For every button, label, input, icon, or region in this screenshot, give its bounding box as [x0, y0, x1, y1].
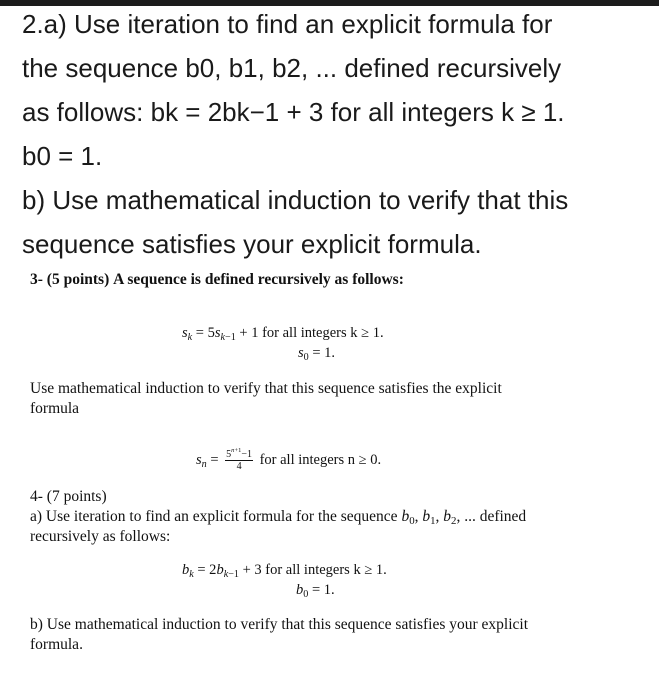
problem3-fraction-denominator: 4	[236, 461, 242, 472]
prompt-line-4: b0 = 1.	[22, 141, 103, 171]
problem3-initial-value: = 1.	[312, 345, 336, 361]
problem4-header: 4- (7 points)	[30, 488, 107, 505]
problem3-formula-cond: n ≥ 0.	[347, 451, 382, 468]
problem4-b-line-1: b) Use mathematical induction to verify that this sequence satisfies your explicit	[30, 616, 529, 633]
problem3-initial: $s_0 = 1$.	[298, 345, 336, 363]
problem3-header	[30, 271, 404, 289]
problem4-recurrence-cond: k ≥ 1.	[353, 562, 387, 578]
problem3-fraction	[225, 449, 253, 472]
problem4-initial: $b_0 = 1$.	[296, 582, 335, 600]
prompt-line-1: 2.a) Use iteration to find an explicit formula for	[22, 9, 553, 39]
problem4-initial-value: = 1.	[311, 582, 335, 598]
problem3-number: 3-	[30, 271, 43, 288]
problem4-a-line-1: a) Use iteration to find an explicit formula for the sequence $b_0$, $b_1$, $b_2$, ... defined	[30, 508, 527, 527]
problem3-recurrence: $s_k = 5s_{k-1} + 1$ for all integers k ≥ 1.	[182, 325, 384, 343]
prompt-line-6: sequence satisfies your explicit formula.	[22, 229, 482, 259]
problem4-b-line-2: formula.	[30, 636, 83, 653]
problem3-formula-tail: for all integers	[259, 451, 345, 468]
problem4-recurrence: $b_k = 2b_{k-1} + 3$ for all integers k ≥ 1.	[182, 562, 387, 580]
problem3-recurrence-cond: k ≥ 1.	[350, 325, 384, 341]
prompt-line-5: b) Use mathematical induction to verify that this	[22, 185, 569, 215]
problem3-points: (5 points)	[46, 271, 110, 288]
prompt-line-2: the sequence b0, b1, b2, ... defined recursively	[22, 53, 562, 83]
problem3-recurrence-rest: + 1 for all integers	[239, 325, 347, 341]
problem3-body-line-2: formula	[30, 400, 80, 417]
problem4-recurrence-rest: + 3 for all integers	[242, 562, 350, 578]
prompt-line-3: as follows: bk = 2bk−1 + 3 for all integers k ≥ 1.	[22, 97, 565, 127]
problem3-explicit-formula: $s_n$ = $\frac{5^{n+1}-1}{4}$ for all integers n ≥ 0.	[196, 447, 382, 472]
problem3-fraction-numerator: $5^{n+1}-1$	[226, 447, 252, 460]
problem4-a-line-2: recursively as follows:	[30, 528, 171, 545]
problem3-intro: A sequence is defined recursively as follows:	[113, 271, 404, 288]
problem3-body-line-1: Use mathematical induction to verify that this sequence satisfies the explicit	[30, 380, 502, 397]
problem4-a-text: a) Use iteration to find an explicit formula for the sequence	[30, 508, 398, 525]
problem4-a-tail: defined	[479, 508, 527, 525]
